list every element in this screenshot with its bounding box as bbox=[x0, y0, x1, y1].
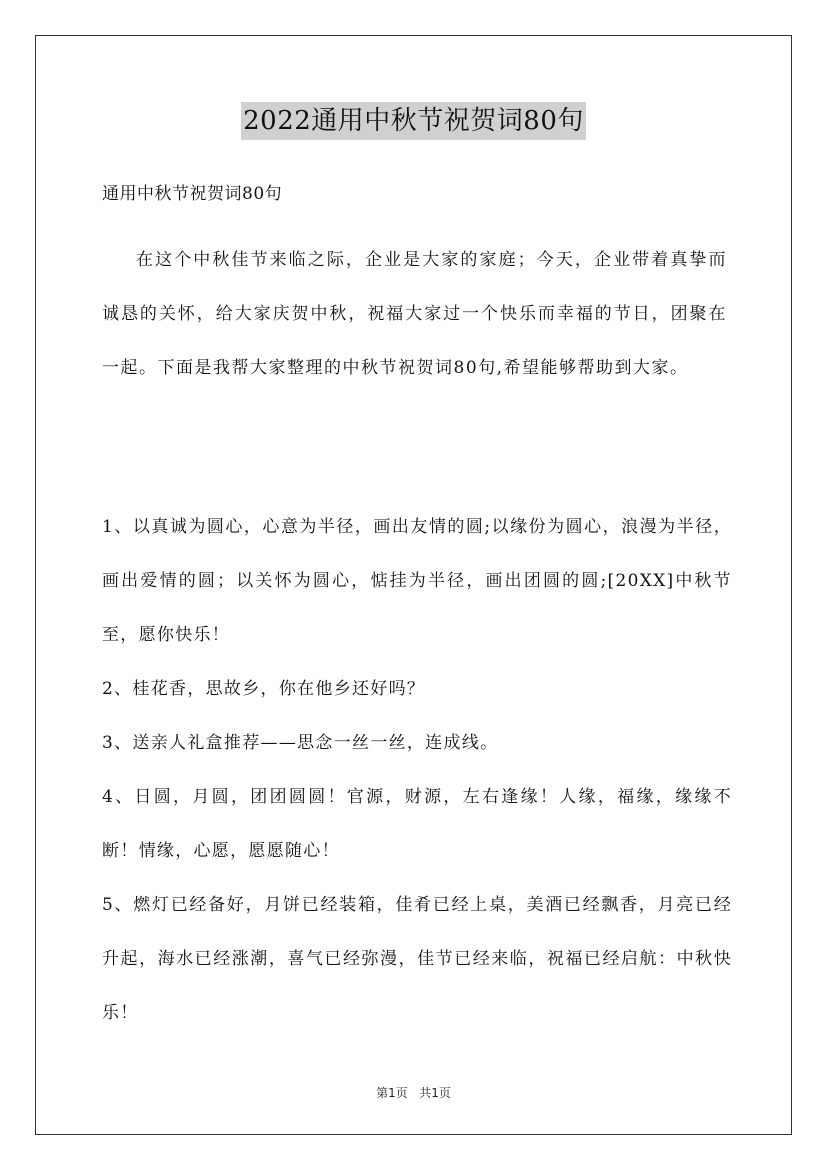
title-container bbox=[0, 102, 827, 140]
document-subtitle: 通用中秋节祝贺词80句 bbox=[102, 184, 283, 204]
list-item: 1、以真诚为圆心，心意为半径，画出友情的圆;以缘份为圆心，浪漫为半径，画出爱情的圆；以关怀为圆心，惦挂为半径，画出团圆的圆;[20XX]中秋节至，愿你快乐！ bbox=[102, 517, 732, 645]
document-title: 2022通用中秋节祝贺词80句 bbox=[241, 102, 586, 140]
page-number: 第1页 bbox=[376, 1086, 408, 1100]
list-item: 4、日圆，月圆，团团圆圆！官源，财源，左右逢缘！人缘，福缘，缘缘不断！情缘，心愿，愿愿随心！ bbox=[102, 787, 732, 861]
page-footer bbox=[0, 1084, 827, 1102]
list-item: 5、燃灯已经备好，月饼已经装箱，佳肴已经上桌，美酒已经飘香，月亮已经升起，海水已经涨潮，喜气已经弥漫，佳节已经来临，祝福已经启航：中秋快乐！ bbox=[102, 895, 732, 1023]
intro-paragraph: 在这个中秋佳节来临之际，企业是大家的家庭；今天，企业带着真挚而诚恳的关怀，给大家庆贺中秋，祝福大家过一个快乐而幸福的节日，团聚在一起。下面是我帮大家整理的中秋节祝贺词80句,希望能够帮助到大家。 bbox=[102, 250, 727, 378]
list-item: 2、桂花香，思故乡，你在他乡还好吗？ bbox=[102, 679, 426, 699]
greeting-list bbox=[102, 500, 732, 1040]
page-total: 共1页 bbox=[419, 1086, 451, 1100]
list-item: 3、送亲人礼盒推荐——思念一丝一丝，连成线。 bbox=[102, 733, 499, 753]
